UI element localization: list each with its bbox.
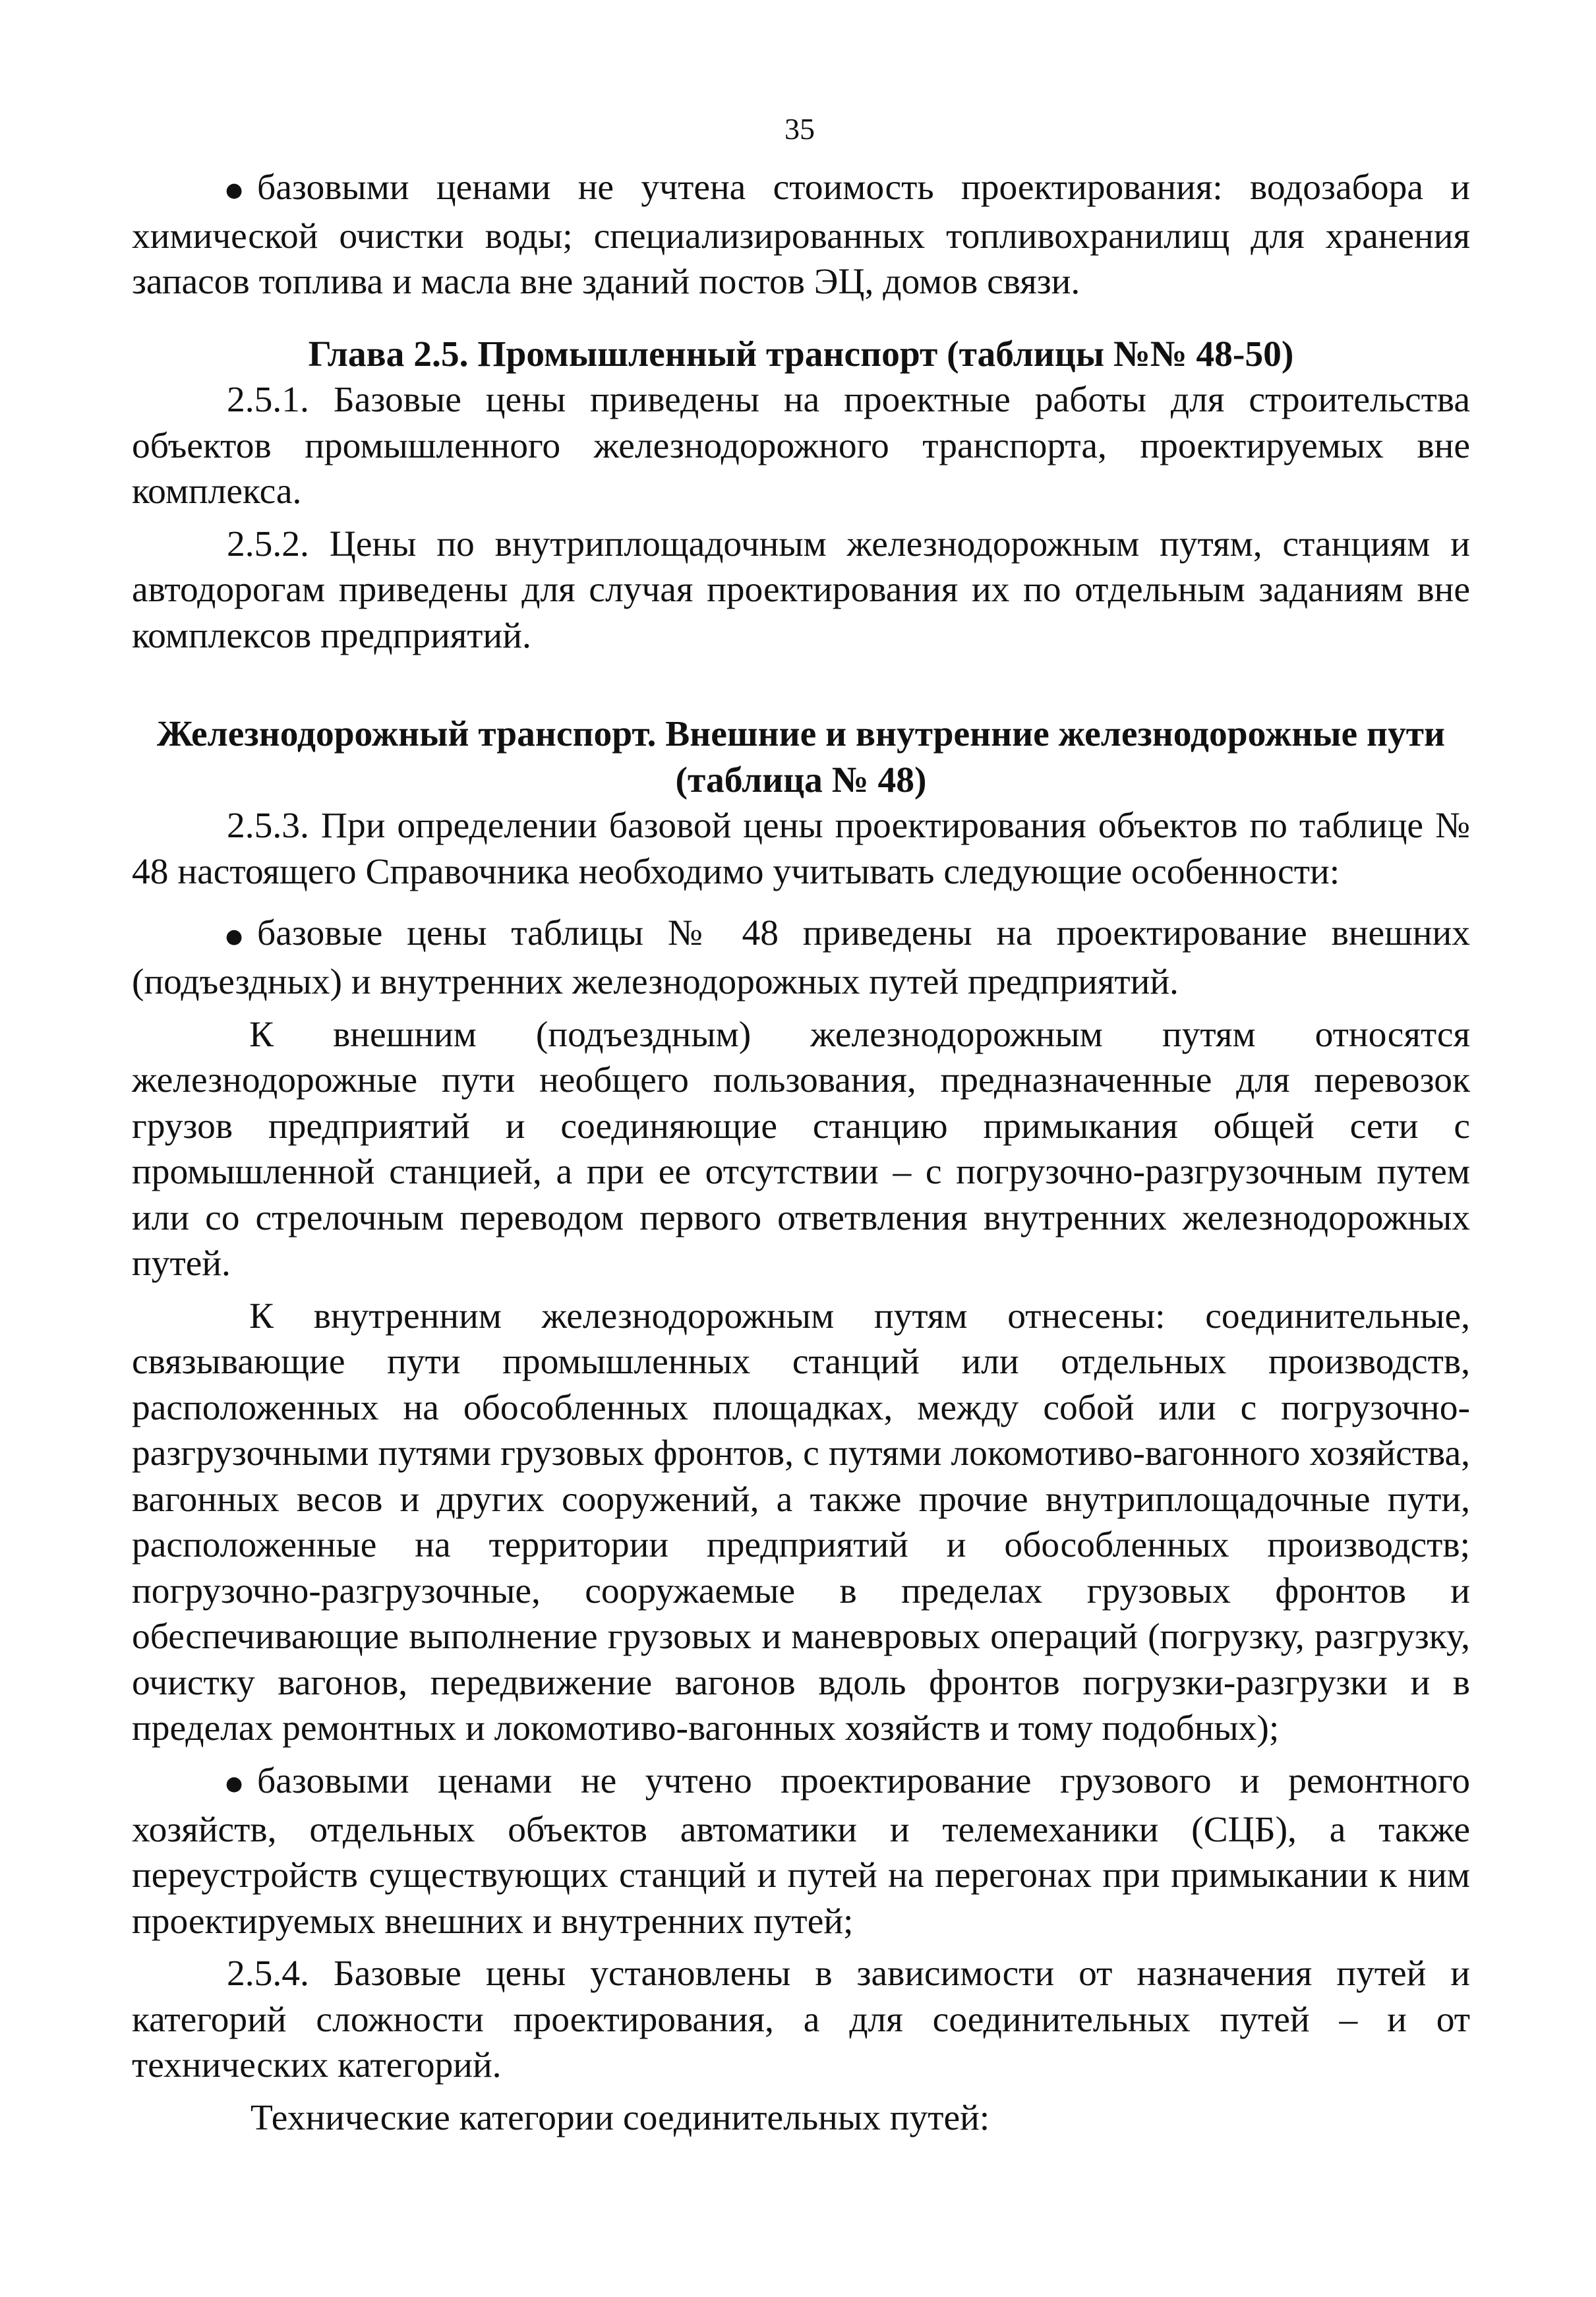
external-tracks-paragraph: К внешним (подъездным) железнодорожным путям относятся железнодорожные пути необщего пользования, предназначенные для перевозок грузов предприятий и соединяющие станцию примыкания общей сети с промышленной станцией, а при ее отсутствии – с погрузочно-разгрузочным путем или со стрелочным переводом первого ответвления внутренних железнодорожных путей. [132,1014,1470,1284]
bullet-icon: ● [225,179,243,202]
clause-2-5-1: 2.5.1. Базовые цены приведены на проектные работы для строительства объектов промышленного железнодорожного транспорта, проектируемых вне комплекса. [132,380,1470,512]
bullet-icon: ● [225,1772,243,1796]
page-content [132,165,1470,2141]
paragraph-text: базовыми ценами не учтена стоимость проектирования: водозабора и химической очистки воды; специализированных топливохранилищ для хранения запасов топлива и масла вне зданий постов ЭЦ, домов связи. [132,167,1470,303]
bullet-icon: ● [225,924,243,948]
paragraph-text: базовыми ценами не учтено проектирование грузового и ремонтного хозяйств, отдельных объектов автоматики и телемеханики (СЦБ), а также переустройств существующих станций и путей на перегонах при примыкании к ним проектируемых внешних и внутренних путей; [132,1760,1470,1942]
page-number: 35 [784,112,815,146]
bullet-paragraph-base-prices [132,910,1470,1005]
technical-categories-line: Технические категории соединительных путей: [251,2097,990,2138]
internal-tracks-paragraph: К внутренним железнодорожным путям отнесены: соединительные, связывающие пути промышленных станций или отдельных производств, расположенных на обособленных площадках, между собой или с погрузочно-разгрузочными путями грузовых фронтов, с путями локомотиво-вагонного хозяйства, вагонных весов и других сооружений, а также прочие внутриплощадочные пути, расположенные на территории предприятий и обособленных производств; погрузочно-разгрузочные, сооружаемые в пределах грузовых фронтов и обеспечивающие выполнение грузовых и маневровых операций (погрузку, разгрузку, очистку вагонов, передвижение вагонов вдоль фронтов погрузки-разгрузки и в пределах ремонтных и локомотиво-вагонных хозяйств и тому подобных); [132,1296,1470,1749]
chapter-heading: Глава 2.5. Промышленный транспорт (таблицы №№ 48-50) [308,334,1294,374]
clause-2-5-4: 2.5.4. Базовые цены установлены в зависимости от назначения путей и категорий сложности проектирования, а для соединительных путей – и от технических категорий. [132,1954,1470,2086]
bullet-paragraph-water [132,165,1470,305]
section-heading: Железнодорожный транспорт. Внешние и внутренние железнодорожные пути (таблица № 48) [156,714,1446,800]
clause-2-5-2: 2.5.2. Цены по внутриплощадочным железнодорожным путям, станциям и автодорогам приведены для случая проектирования их по отдельным заданиям вне комплексов предприятий. [132,523,1470,656]
clause-2-5-3: 2.5.3. При определении базовой цены проектирования объектов по таблице № 48 настоящего Справочника необходимо учитывать следующие особенности: [132,806,1470,892]
bullet-paragraph-not-included [132,1758,1470,1944]
paragraph-text: базовые цены таблицы № 48 приведены на проектирование внешних (подъездных) и внутренних железнодорожных путей предприятий. [132,913,1470,1003]
